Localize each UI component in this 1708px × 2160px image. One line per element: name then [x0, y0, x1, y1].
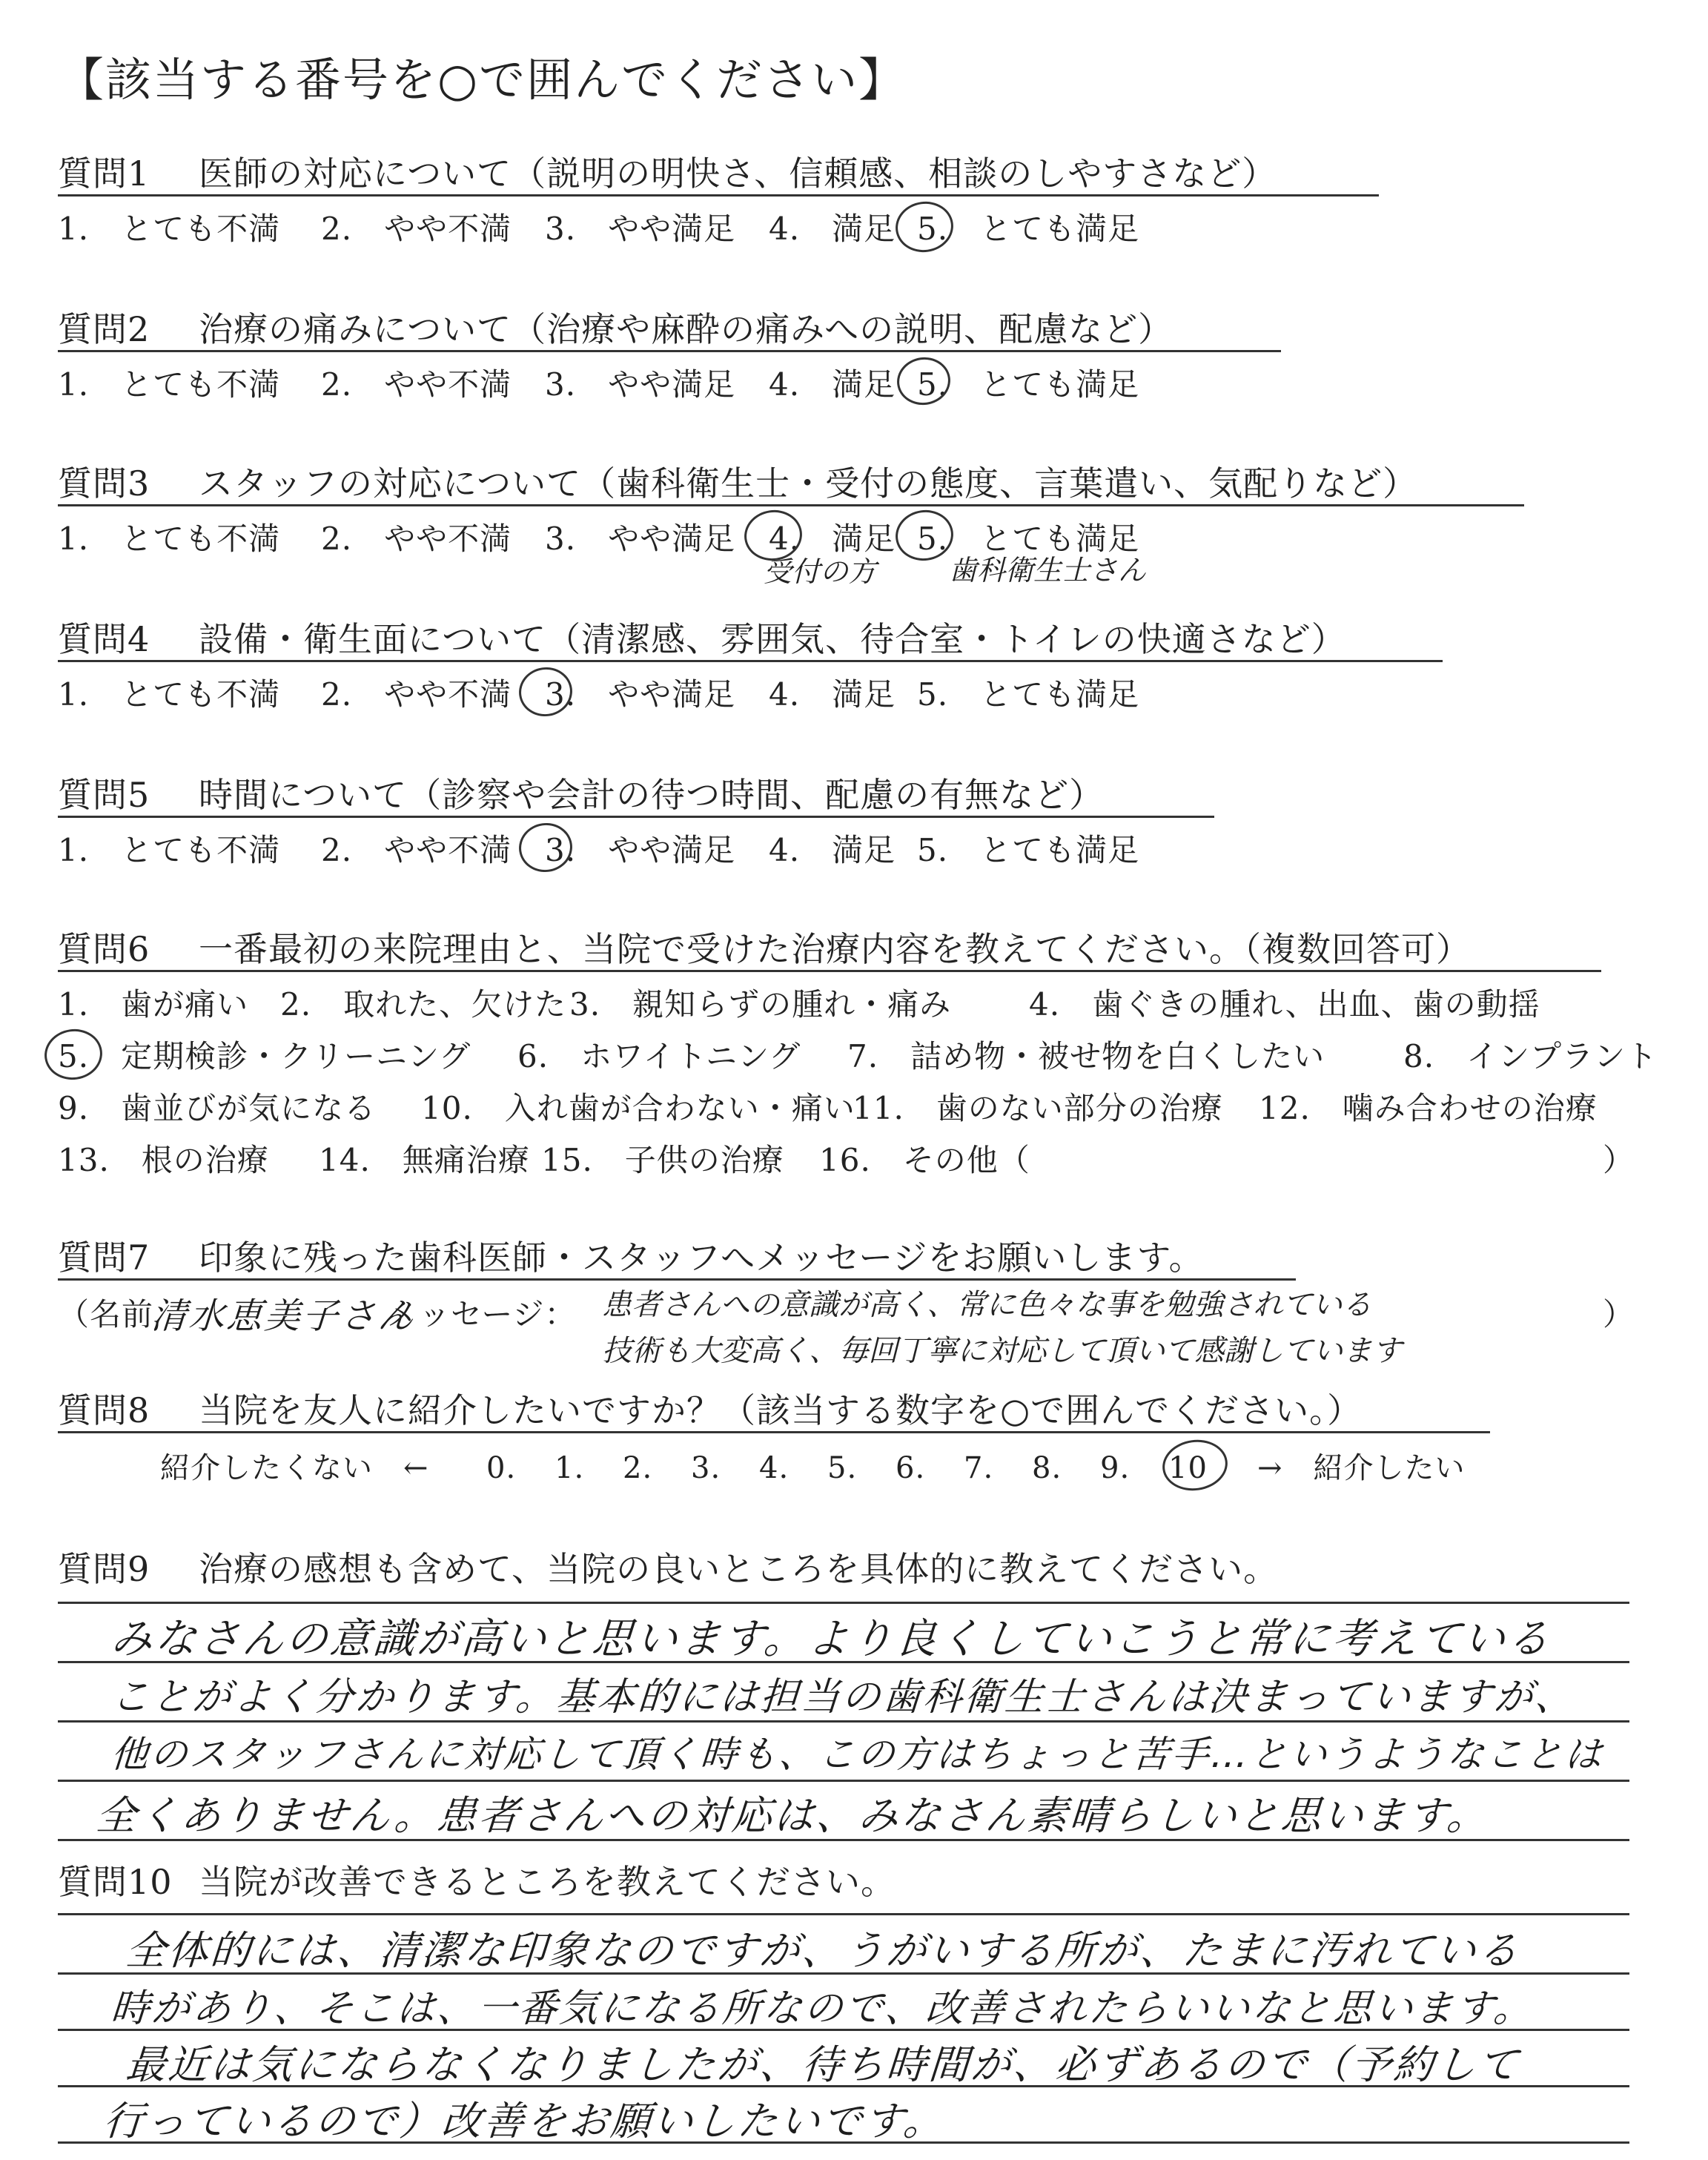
- question-7-heading: [58, 1231, 1204, 1280]
- question-underline: [58, 970, 1601, 972]
- q6-option: 1. 歯が痛い: [58, 986, 249, 1023]
- scale-value: 2.: [623, 1451, 653, 1485]
- option-2: 2. やや不満: [321, 676, 512, 713]
- question-4-heading: [58, 612, 1346, 661]
- question-number: 質問6: [58, 929, 150, 969]
- option-3: 3. やや満足: [545, 832, 736, 868]
- question-number: 質問2: [58, 309, 150, 349]
- option-1: 1. とても不満: [58, 676, 281, 713]
- message-label: メッセージ：: [387, 1296, 577, 1332]
- question-text: 医師の対応について（説明の明快さ、信頼感、相談のしやすさなど）: [199, 153, 1277, 194]
- option-3: 3. やや満足: [545, 676, 736, 713]
- question-8-heading: [58, 1384, 1362, 1433]
- q6-option: 8. インプラント: [1403, 1038, 1658, 1074]
- option-1: 1. とても不満: [58, 521, 281, 557]
- scale-value: 8.: [1032, 1451, 1062, 1485]
- option-4: 4. 満足: [769, 832, 896, 868]
- q9-answer-line: みなさんの意識が高いと思います。より良くしていこうと常に考えている: [109, 1615, 1553, 1663]
- scale-value: 9.: [1100, 1451, 1131, 1485]
- option-2: 2. やや不満: [321, 366, 512, 403]
- option-3: 3. やや満足: [545, 211, 736, 247]
- question-text: 当院を友人に紹介したいですか？（該当する数字を○で囲んでください。）: [199, 1390, 1363, 1430]
- scale-value: 4.: [759, 1451, 790, 1485]
- question-text: 治療の感想も含めて、当院の良いところを具体的に教えてください。: [199, 1549, 1279, 1589]
- question-underline: [58, 816, 1214, 818]
- question-9-heading: [58, 1542, 1278, 1591]
- question-3-heading: [58, 457, 1417, 506]
- question-10-heading: [58, 1855, 896, 1904]
- question-underline: [58, 1431, 1490, 1433]
- q6-row-4: [58, 1136, 1030, 1180]
- question-6-heading: [58, 922, 1471, 971]
- question-number: 質問9: [58, 1549, 150, 1589]
- q6-row-1: [58, 980, 1540, 1025]
- scale-value: 7.: [964, 1451, 994, 1485]
- q3-note-reception: 受付の方: [764, 555, 877, 588]
- scale-right-label: → 紹介したい: [1257, 1451, 1466, 1485]
- q6-option: 16. その他（: [819, 1142, 1030, 1178]
- question-number: 質問3: [58, 463, 150, 503]
- scale-left-label: 紹介したくない ←: [160, 1451, 429, 1485]
- q6-option: 4. 歯ぐきの腫れ、出血、歯の動揺: [1029, 986, 1540, 1023]
- option-5: 5. とても満足: [917, 676, 1140, 713]
- option-4: 4. 満足: [769, 211, 896, 247]
- answer-rule: [58, 1913, 1629, 1915]
- question-number: 質問8: [58, 1390, 150, 1430]
- question-text: スタッフの対応について（歯科衛生士・受付の態度、言葉遣い、気配りなど）: [199, 463, 1418, 503]
- page-title: 【該当する番号を○で囲んでください】: [58, 53, 907, 107]
- q6-option: 15. 子供の治療: [541, 1142, 784, 1178]
- question-2-heading: [58, 303, 1173, 351]
- question-text: 設備・衛生面について（清潔感、雰囲気、待合室・トイレの快適さなど）: [199, 619, 1346, 659]
- question-underline: [58, 1278, 1296, 1281]
- question-number: 質問10: [58, 1862, 173, 1902]
- option-2: 2. やや不満: [321, 211, 512, 247]
- question-number: 質問7: [58, 1238, 150, 1278]
- q6-option: 6. ホワイトニング: [517, 1038, 801, 1074]
- question-5-options: [58, 826, 1139, 871]
- q6-option: 9. 歯並びが気になる: [58, 1090, 377, 1126]
- scale-value: 1.: [555, 1451, 585, 1485]
- answer-rule: [58, 1602, 1629, 1604]
- question-number: 質問5: [58, 775, 150, 815]
- name-label: （名前: [58, 1296, 154, 1332]
- scale-value: 0.: [486, 1451, 517, 1485]
- q6-option: 12. 噛み合わせの治療: [1259, 1090, 1598, 1126]
- scale-value: 5.: [827, 1451, 858, 1485]
- question-1-options: [58, 205, 1139, 249]
- option-4: 4. 満足: [769, 521, 896, 557]
- q6-row-3: [58, 1084, 1598, 1129]
- close-paren: ）: [1603, 1142, 1635, 1178]
- q6-option: 7. 詰め物・被せ物を白くしたい: [847, 1038, 1325, 1074]
- q10-answer-line: 最近は気にならなくなりましたが、待ち時間が、必ずあるので（予約して: [124, 2041, 1522, 2088]
- name-value: 清水恵美子さん: [149, 1295, 417, 1337]
- option-2: 2. やや不満: [321, 832, 512, 868]
- q9-answer-line: 他のスタッフさんに対応して頂く時も、この方はちょっと苦手…というようなことは: [109, 1733, 1606, 1776]
- question-2-options: [58, 360, 1139, 405]
- answer-rule: [58, 1780, 1629, 1782]
- close-paren: ）: [1603, 1296, 1635, 1332]
- question-text: 印象に残った歯科医師・スタッフへメッセージをお願いします。: [199, 1238, 1204, 1278]
- q9-answer-line: 全くありません。患者さんへの対応は、みなさん素晴らしいと思います。: [94, 1792, 1491, 1839]
- question-text: 一番最初の来院理由と、当院で受けた治療内容を教えてください。（複数回答可）: [199, 929, 1471, 969]
- recommend-scale: [160, 1444, 1466, 1487]
- option-5: 5. とても満足: [917, 521, 1140, 557]
- q3-note-hygienist: 歯科衛生士さん: [949, 554, 1147, 587]
- question-number: 質問1: [58, 153, 150, 194]
- q10-answer-line: 時があり、そこは、一番気になる所なので、改善されたらいいなと思います。: [109, 1986, 1536, 2031]
- q6-option: 3. 親知らずの腫れ・痛み: [569, 986, 952, 1023]
- question-text: 治療の痛みについて（治療や麻酔の痛みへの説明、配慮など）: [199, 309, 1174, 349]
- option-5: 5. とても満足: [917, 832, 1140, 868]
- q6-option: 11. 歯のない部分の治療: [853, 1090, 1223, 1126]
- question-4-options: [58, 670, 1139, 715]
- question-text: 当院が改善できるところを教えてください。: [199, 1862, 896, 1902]
- option-1: 1. とても不満: [58, 832, 281, 868]
- q6-option: 5. 定期検診・クリーニング: [58, 1038, 471, 1074]
- question-underline: [58, 504, 1524, 506]
- q10-answer-line: 全体的には、清潔な印象なのですが、うがいする所が、たまに汚れている: [124, 1927, 1522, 1974]
- option-4: 4. 満足: [769, 676, 896, 713]
- question-underline: [58, 350, 1281, 352]
- question-5-heading: [58, 768, 1104, 817]
- q10-answer-line: 行っているので）改善をお願いしたいです。: [102, 2098, 947, 2144]
- option-1: 1. とても不満: [58, 366, 281, 403]
- question-1-heading: [58, 147, 1277, 196]
- scale-value: 10: [1168, 1451, 1208, 1485]
- option-1: 1. とても不満: [58, 211, 281, 247]
- q6-option: 13. 根の治療: [58, 1142, 269, 1178]
- scale-value: 6.: [896, 1451, 926, 1485]
- question-underline: [58, 194, 1379, 196]
- message-line-2: 技術も大変高く、毎回丁寧に対応して頂いて感謝しています: [602, 1334, 1403, 1368]
- scale-value: 3.: [691, 1451, 721, 1485]
- q6-row-2: [58, 1032, 1658, 1077]
- q6-option: 10. 入れ歯が合わない・痛い: [421, 1090, 855, 1126]
- option-5: 5. とても満足: [917, 211, 1140, 247]
- option-2: 2. やや不満: [321, 521, 512, 557]
- question-text: 時間について（診察や会計の待つ時間、配慮の有無など）: [199, 775, 1105, 815]
- option-4: 4. 満足: [769, 366, 896, 403]
- option-3: 3. やや満足: [545, 366, 736, 403]
- question-number: 質問4: [58, 619, 150, 659]
- question-underline: [58, 660, 1443, 662]
- message-line-1: 患者さんへの意識が高く、常に色々な事を勉強されている: [602, 1288, 1372, 1322]
- q6-option: 14. 無痛治療: [319, 1142, 530, 1178]
- option-5: 5. とても満足: [917, 366, 1140, 403]
- q6-option: 2. 取れた、欠けた: [280, 986, 567, 1023]
- option-3: 3. やや満足: [545, 521, 736, 557]
- q9-answer-line: ことがよく分かります。基本的には担当の歯科衛生士さんは決まっていますが、: [109, 1675, 1578, 1720]
